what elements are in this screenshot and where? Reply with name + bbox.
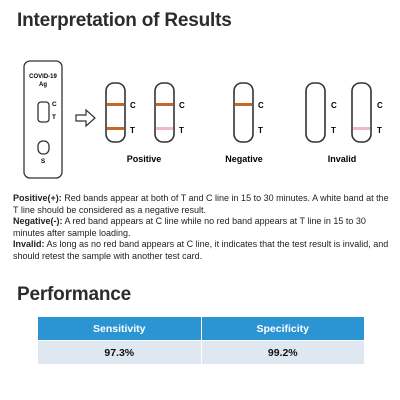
device-result-window — [38, 102, 49, 122]
device-brand-line2: Ag — [39, 82, 47, 88]
c-band — [107, 103, 124, 106]
negative-strip — [234, 83, 264, 142]
strip-t-label: T — [377, 126, 382, 135]
invalid-text: As long as no red band appears at C line, it indicates that the test result is invalid, and should retest the sample with another test card. — [13, 239, 389, 261]
t-band — [107, 127, 124, 130]
strip-c-label: C — [377, 101, 383, 110]
arrow-right-icon — [76, 110, 95, 126]
negative-term: Negative(-): — [13, 216, 63, 226]
strip-c-label: C — [179, 101, 185, 110]
negative-text: A red band appears at C line while no red band appears at T line in 15 to 30 minutes after sample loading. — [13, 216, 366, 238]
c-band — [235, 103, 252, 106]
invalid-description — [13, 239, 391, 262]
sensitivity-header: Sensitivity — [38, 317, 201, 340]
c-band — [156, 103, 173, 106]
positive-description — [13, 193, 391, 216]
invalid-label: Invalid — [327, 154, 357, 164]
strip-t-label: T — [179, 126, 184, 135]
page-title: Interpretation of Results — [17, 10, 232, 31]
strip-c-label: C — [130, 101, 136, 110]
device-c-label: C — [52, 101, 57, 108]
performance-table — [37, 316, 365, 365]
results-diagram — [0, 50, 400, 185]
table-header-row — [38, 317, 364, 340]
t-band-faint — [353, 127, 370, 130]
negative-description — [13, 216, 391, 239]
positive-label: Positive — [126, 154, 162, 164]
strip-c-label: C — [258, 101, 264, 110]
strip-c-label: C — [331, 101, 337, 110]
interpretation-text — [13, 193, 391, 262]
test-device — [24, 61, 62, 178]
strip-t-label: T — [258, 126, 263, 135]
sensitivity-value: 97.3% — [38, 341, 201, 364]
performance-title: Performance — [17, 284, 131, 305]
positive-term: Positive(+): — [13, 193, 62, 203]
device-t-label: T — [52, 114, 56, 121]
specificity-header: Specificity — [202, 317, 365, 340]
invalid-strip-2 — [352, 83, 383, 142]
invalid-strip-1 — [306, 83, 337, 142]
invalid-term: Invalid: — [13, 239, 45, 249]
t-band-faint — [156, 127, 173, 130]
strip-t-label: T — [130, 126, 135, 135]
positive-strip-2 — [155, 83, 185, 142]
specificity-value: 99.2% — [202, 341, 365, 364]
device-sample-well — [38, 141, 49, 154]
negative-label: Negative — [225, 154, 263, 164]
device-s-label: S — [40, 158, 46, 165]
table-row — [38, 341, 364, 364]
device-brand-line1: COVID-19 — [29, 74, 57, 80]
positive-strip-1 — [106, 83, 136, 142]
strip-t-label: T — [331, 126, 336, 135]
positive-text: Red bands appear at both of T and C line in 15 to 30 minutes. A white band at the T line should be considered as a negative result. — [13, 193, 389, 215]
